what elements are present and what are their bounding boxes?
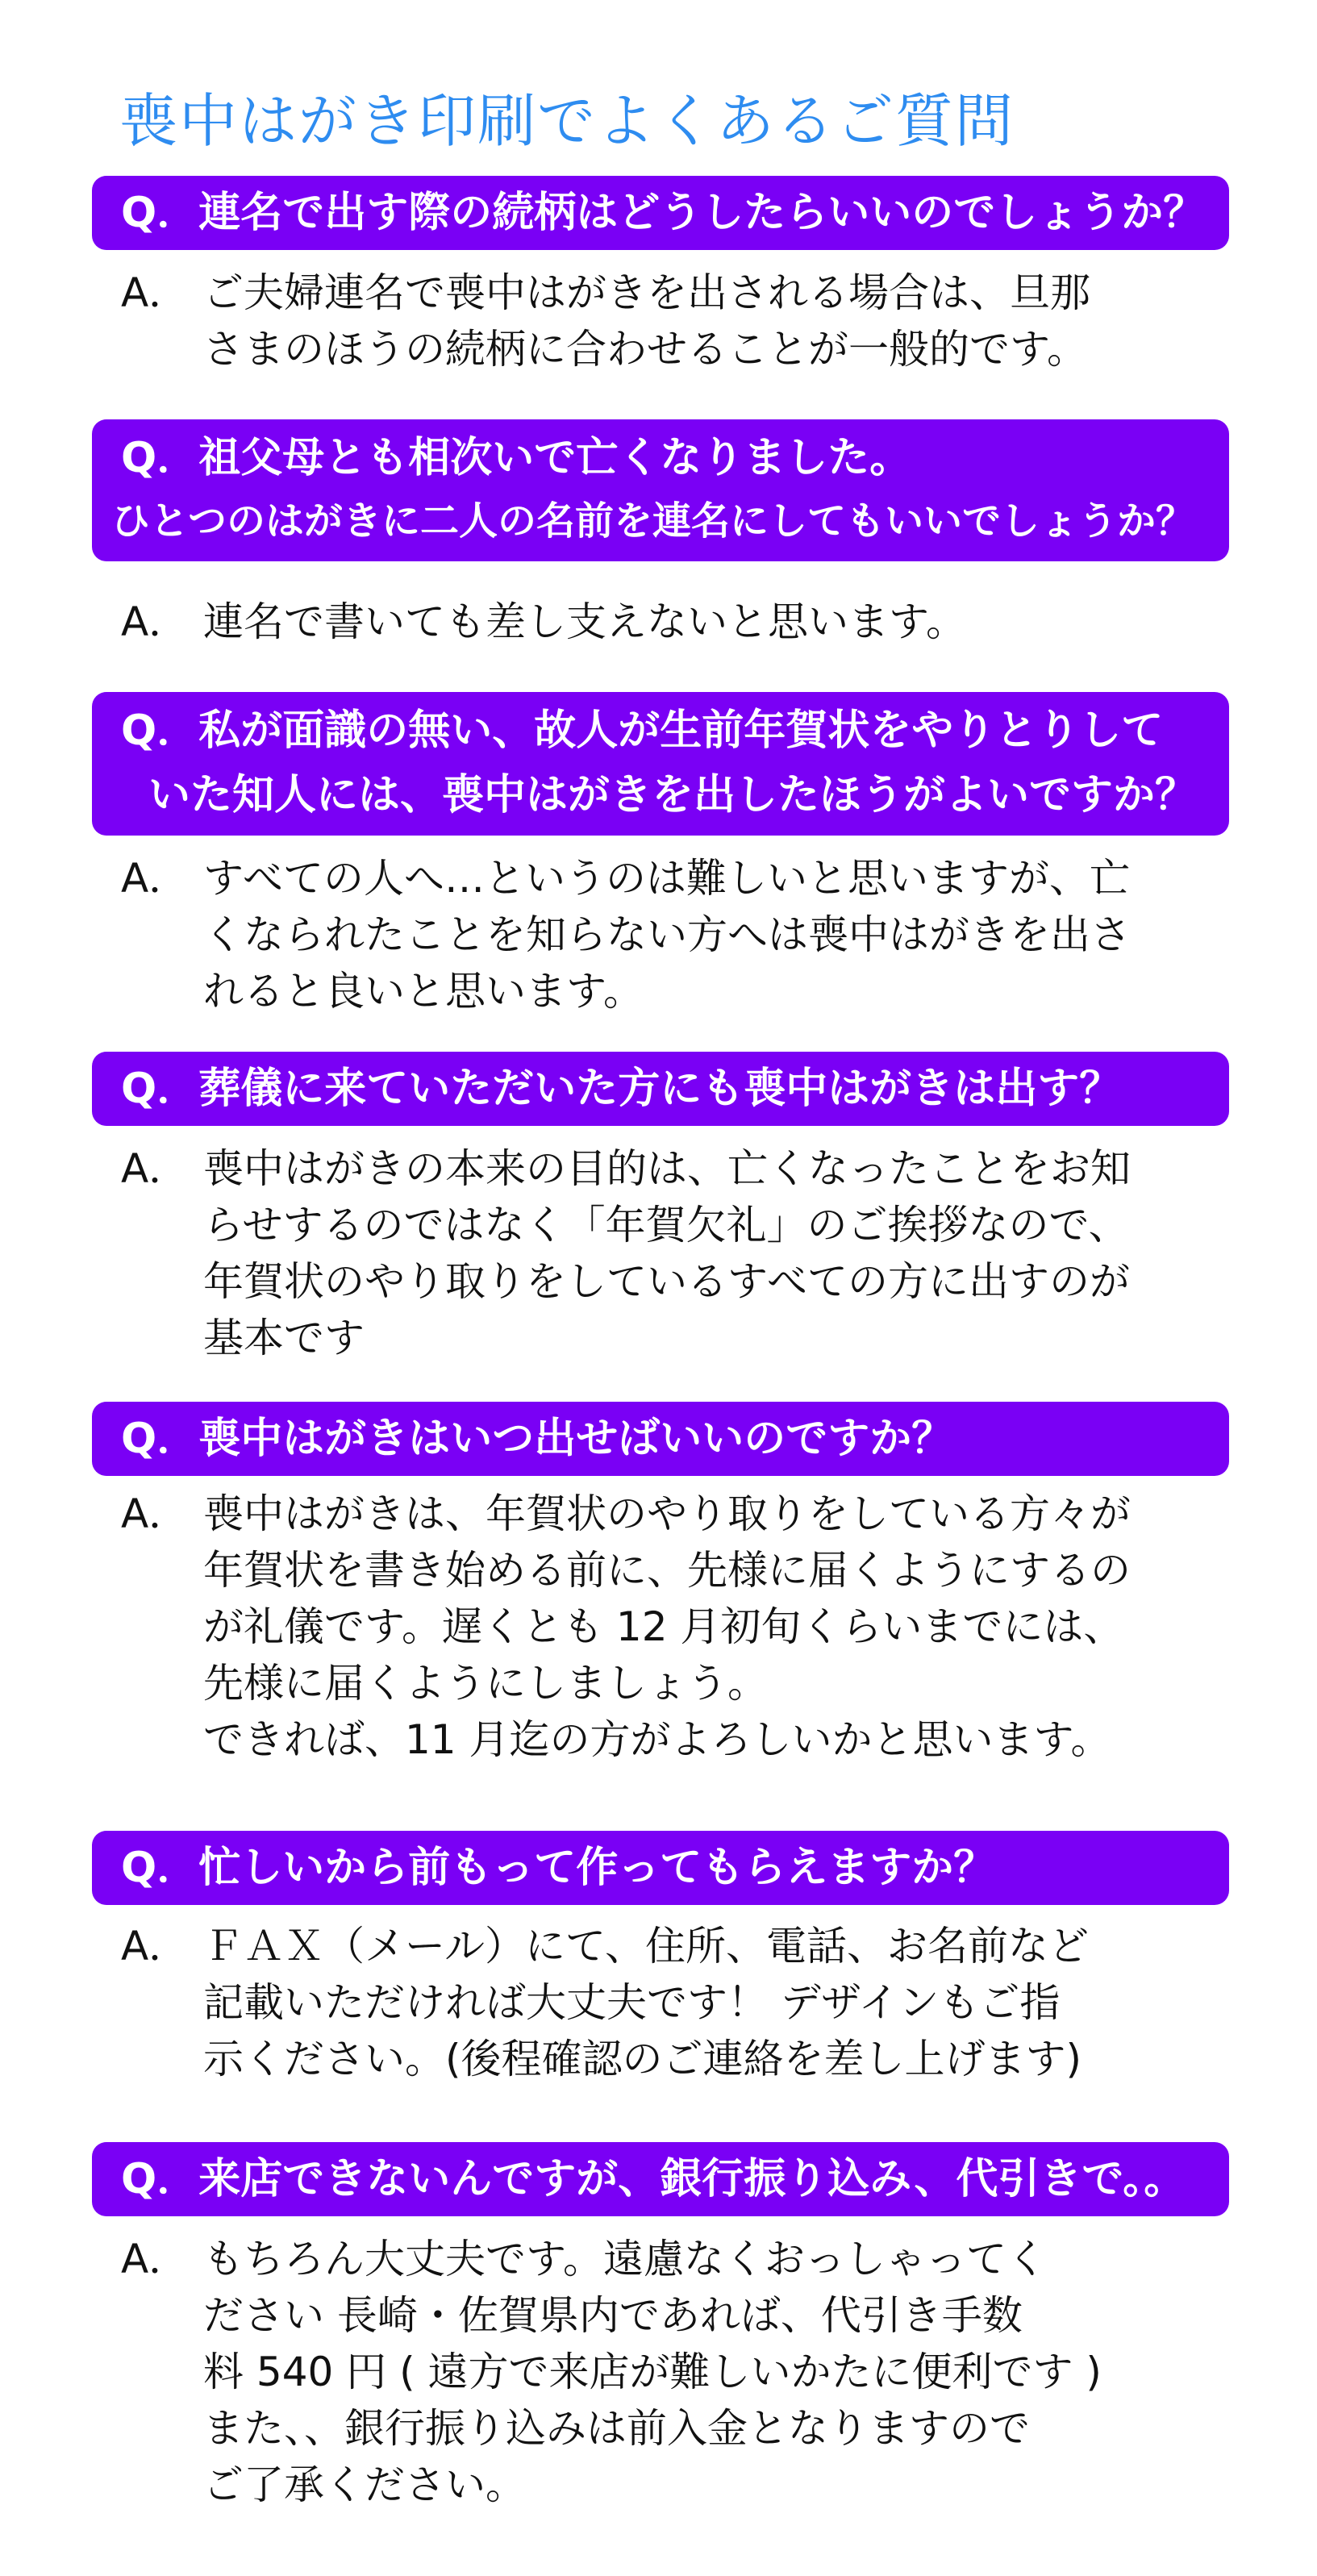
answer-line: くなられたことを知らない方へは喪中はがきを出さ [203, 911, 1131, 958]
answer-line: 連名で書いても差し支えないと思います。 [203, 598, 966, 645]
answer-line: ご了承ください。 [203, 2461, 526, 2508]
answer-prefix: A． [121, 598, 190, 645]
faq-question-1 [92, 176, 1229, 250]
faq-question-text: Q．祖父母とも相次いで亡くなりました。 [121, 434, 912, 482]
answer-line: また、、銀行振り込みは前入金となりますので [203, 2405, 1030, 2452]
answer-line: ご夫婦連名で喪中はがきを出される場合は、旦那 [203, 269, 1090, 316]
faq-question-text: Q．忙しいから前もって作ってもらえますか？ [121, 1844, 996, 1892]
faq-question-6 [92, 1831, 1229, 1905]
answer-line: 年賀状を書き始める前に、先様に届くようにするの [203, 1547, 1131, 1594]
answer-line: 年賀状のやり取りをしているすべての方に出すのが [203, 1258, 1130, 1305]
faq-question-text: Q．私が面識の無い、故人が生前年賀状をやりとりして [121, 707, 1164, 755]
answer-line: らせするのではなく「年賀欠礼」のご挨拶なので、 [203, 1202, 1129, 1248]
faq-question-text: いた知人には、喪中はがきを出したほうがよいですか？ [148, 771, 1198, 819]
answer-line: できれば、11 月迄の方がよろしいかと思います。 [203, 1716, 1111, 1763]
faq-question-text: ひとつのはがきに二人の名前を連名にしてもいいでしょうか？ [111, 498, 1195, 544]
answer-line: 示ください。(後程確認のご連絡を差し上げます) [203, 2036, 1082, 2082]
answer-prefix: A． [121, 2236, 190, 2282]
answer-line: 基本です [203, 1315, 365, 1361]
answer-prefix: A． [121, 269, 190, 316]
answer-prefix: A． [121, 1145, 190, 1192]
answer-line: ださい 長崎・佐賀県内であれば、代引き手数 [203, 2292, 1023, 2339]
answer-line: すべての人へ…というのは難しいと思いますが、亡 [203, 855, 1130, 902]
answer-line: 喪中はがきは、年賀状のやり取りをしている方々が [203, 1490, 1131, 1537]
faq-question-text: Q．葬儀に来ていただいた方にも喪中はがきは出す？ [121, 1065, 1122, 1113]
answer-line: が礼儀です。遅くとも 12 月初旬くらいまでには、 [203, 1603, 1124, 1650]
faq-question-text: Q．喪中はがきはいつ出せばいいのですか？ [121, 1415, 954, 1463]
faq-question-text: Q．来店できないんですが、銀行振り込み、代引きで。。 [121, 2155, 1186, 2203]
answer-prefix: A． [121, 1923, 190, 1970]
faq-question-4 [92, 1052, 1229, 1126]
faq-question-3 [92, 692, 1229, 836]
faq-question-2 [92, 419, 1229, 561]
answer-line: 先様に届くようにしましょう。 [203, 1660, 768, 1707]
answer-line: もちろん大丈夫です。遠慮なくおっしゃってく [203, 2236, 1047, 2282]
faq-question-text: Q．連名で出す際の続柄はどうしたらいいのでしょうか？ [121, 189, 1206, 237]
answer-prefix: A． [121, 855, 190, 902]
answer-prefix: A． [121, 1490, 190, 1537]
answer-line: 記載いただければ大丈夫です！ デザインもご指 [203, 1979, 1061, 2026]
faq-question-7 [92, 2142, 1229, 2216]
answer-line: 喪中はがきの本来の目的は、亡くなったことをお知 [203, 1145, 1131, 1192]
page-title: 喪中はがき印刷でよくあるご質問 [119, 87, 1015, 155]
answer-line: さまのほうの続柄に合わせることが一般的です。 [203, 326, 1087, 373]
answer-line: れると良いと思います。 [203, 968, 644, 1015]
answer-line: ＦＡＸ（メール）にて、住所、電話、お名前など [203, 1923, 1089, 1970]
faq-question-5 [92, 1402, 1229, 1476]
answer-line: 料 540 円 ( 遠方で来店が難しいかたに便利です ) [203, 2349, 1102, 2395]
